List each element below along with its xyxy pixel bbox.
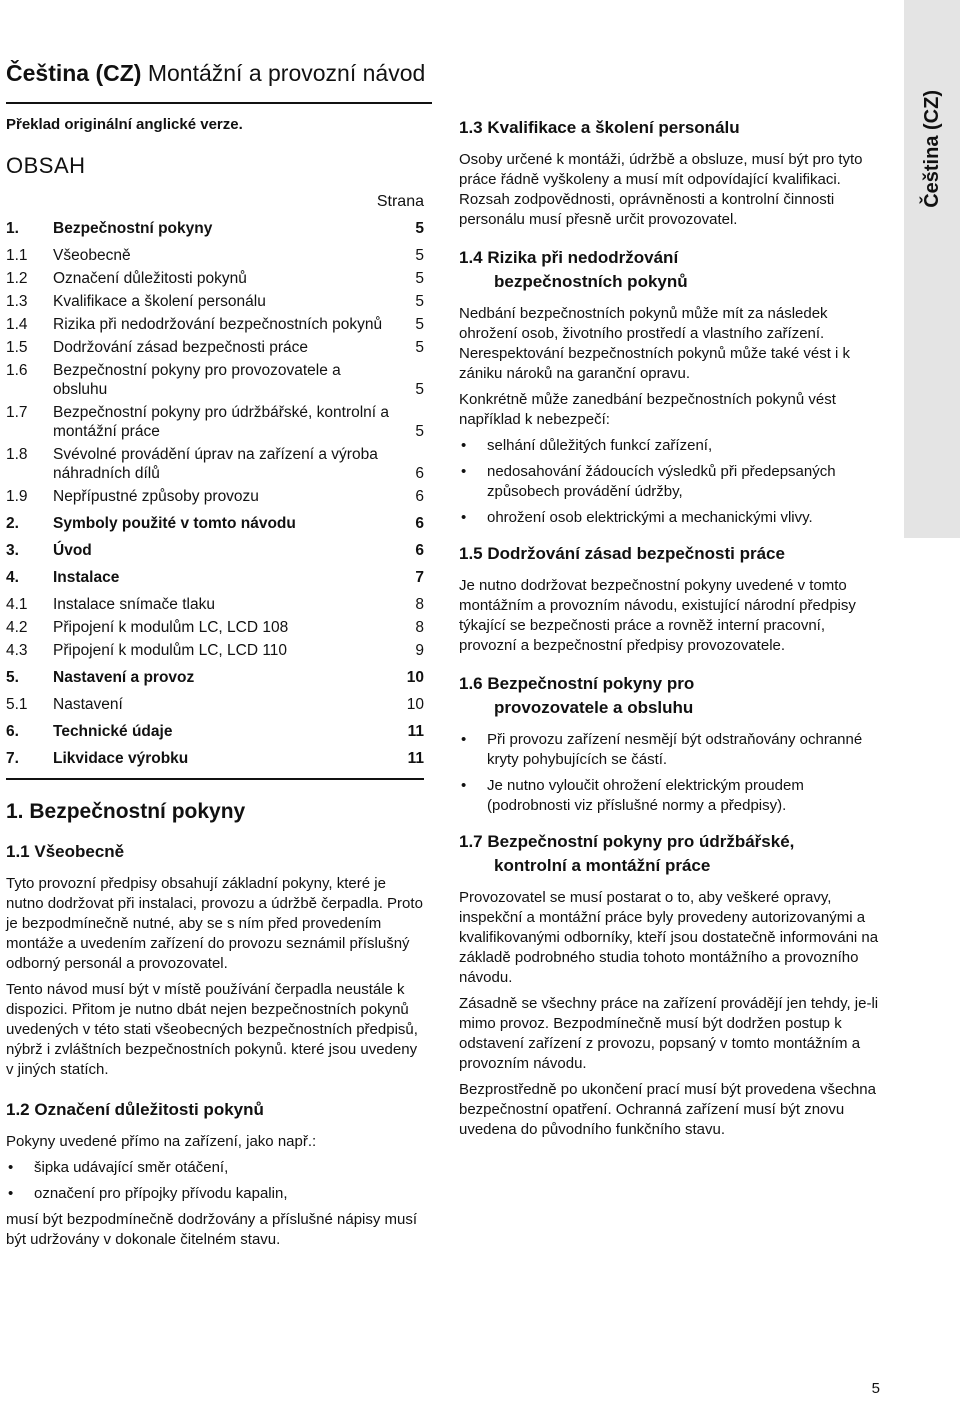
section-1-4-paragraph-2: Konkrétně může zanedbání bezpečnostních pokynů vést například k nebezpečí: bbox=[459, 391, 836, 428]
toc-number: 5. bbox=[6, 669, 19, 686]
section-1-5-paragraph: Je nutno dodržovat bezpečnostní pokyny uvedené v tomto montážním a provozním návodu, existující národní předpisy týkající se bezpečnosti práce a rovněž interní pracovní, provozní a bezpečnostní předpisy provozovatele. bbox=[459, 577, 856, 654]
toc-page-number: 6 bbox=[415, 515, 424, 532]
toc-title: Všeobecně bbox=[53, 247, 131, 264]
toc-number: 4.1 bbox=[6, 596, 28, 613]
list-item: • šipka udávající směr otáčení, bbox=[8, 1159, 229, 1176]
toc-title: Instalace bbox=[53, 569, 120, 586]
toc-number: 1.9 bbox=[6, 488, 28, 505]
manual-title: Montážní a provozní návod bbox=[141, 60, 426, 86]
section-1-1-title: 1.1 Všeobecně bbox=[6, 842, 125, 861]
toc-number: 1. bbox=[6, 220, 19, 237]
bullet-icon: • bbox=[461, 463, 467, 480]
toc-page-number: 5 bbox=[415, 316, 424, 333]
toc-page-number: 10 bbox=[406, 669, 424, 686]
toc-page-number: 6 bbox=[415, 488, 424, 505]
toc-page-header: Strana bbox=[376, 193, 424, 210]
section-1-2-bullets bbox=[6, 1158, 424, 1204]
toc-title: Kvalifikace a školení personálu bbox=[53, 293, 266, 310]
section-1-7-paragraph-2: Zásadně se všechny práce na zařízení provádějí jen tehdy, je-li mimo provoz. Bezpodmínečně musí být dodržen postup k odstavení zařízení z provozu, popsaný v tomto montážním a provozním návodu. bbox=[459, 995, 879, 1072]
toc-number: 3. bbox=[6, 542, 19, 559]
toc-row bbox=[6, 361, 424, 399]
list-item: • selhání důležitých funkcí zařízení, bbox=[461, 437, 713, 454]
bullet-icon: • bbox=[8, 1159, 14, 1176]
toc-title: Bezpečnostní pokyny bbox=[53, 220, 213, 237]
toc-number: 7. bbox=[6, 750, 19, 767]
list-item: • ohrožení osob elektrickými a mechanickými vlivy. bbox=[461, 509, 813, 526]
toc-row bbox=[6, 445, 424, 483]
bullet-icon: • bbox=[461, 437, 467, 454]
toc-page-number: 5 bbox=[415, 339, 424, 356]
toc-title: Symboly použité v tomto návodu bbox=[53, 515, 296, 532]
title-rule bbox=[6, 102, 432, 104]
section-1-1-paragraph-1: Tyto provozní předpisy obsahují základní pokyny, které je nutno dodržovat při instalaci, provozu a údržbě čerpadla. Proto je bezpodmínečně nutné, aby se s ním před provedením montáže a uvedením zařízení do provozu seznámil příslušný odborný personál a provozovatel. bbox=[6, 875, 423, 972]
section-1-2-intro: Pokyny uvedené přímo na zařízení, jako např.: bbox=[6, 1133, 317, 1150]
list-item: • označení pro přípojky přívodu kapalin, bbox=[8, 1185, 288, 1202]
toc-number: 4.3 bbox=[6, 642, 28, 659]
section-1-3-paragraph: Osoby určené k montáži, údržbě a obsluze, musí být pro tyto práce řádně vyškoleny a musí mít odpovídající kvalifikaci. Rozsah zodpovědnosti, oprávněnosti a kontrolní činnosti personálu musí přesně určit provozovatel. bbox=[459, 151, 863, 228]
toc-number: 6. bbox=[6, 723, 19, 740]
section-1-7-paragraph-3: Bezprostředně po ukončení prací musí být provedena všechna bezpečnostní opatření. Ochranná zařízení musí být znovu uvedena do původního funkčního stavu. bbox=[459, 1081, 876, 1138]
toc-heading: OBSAH bbox=[6, 153, 86, 178]
bullet-icon: • bbox=[461, 777, 467, 794]
toc-title: Rizika při nedodržování bezpečnostních pokynů bbox=[53, 316, 383, 333]
toc-title: Připojení k modulům LC, LCD 108 bbox=[53, 619, 289, 636]
toc-title: Nastavení bbox=[53, 696, 123, 713]
page-title bbox=[6, 60, 425, 87]
toc-page-number: 5 bbox=[415, 293, 424, 310]
toc-row bbox=[6, 568, 424, 587]
toc-page-number: 10 bbox=[406, 696, 424, 713]
toc-page-number: 8 bbox=[415, 619, 424, 636]
section-1-title: 1. Bezpečnostní pokyny bbox=[6, 800, 246, 823]
toc-number: 1.7 bbox=[6, 404, 28, 421]
toc-row bbox=[6, 246, 424, 265]
toc-title: Označení důležitosti pokynů bbox=[53, 270, 247, 287]
page-number: 5 bbox=[871, 1380, 880, 1397]
toc-number: 1.4 bbox=[6, 316, 28, 333]
toc-page-number: 11 bbox=[407, 723, 424, 740]
toc-page-number: 5 bbox=[415, 423, 424, 440]
toc-number: 2. bbox=[6, 515, 19, 532]
section-1-4-bullets bbox=[459, 436, 879, 528]
toc-number: 1.1 bbox=[6, 247, 28, 264]
bullet-icon: • bbox=[461, 731, 467, 748]
bullet-icon: • bbox=[8, 1185, 14, 1202]
toc-row bbox=[6, 292, 424, 311]
list-item: • Při provozu zařízení nesmějí být odstraňovány ochranné kryty pohybujících se částí. bbox=[461, 731, 863, 768]
toc-number: 1.8 bbox=[6, 446, 28, 463]
toc-page-number: 6 bbox=[415, 542, 424, 559]
translation-note: Překlad originální anglické verze. bbox=[6, 116, 243, 133]
toc-row bbox=[6, 722, 424, 741]
toc-row bbox=[6, 695, 424, 714]
toc-title: Úvod bbox=[53, 542, 92, 559]
toc-title: Instalace snímače tlaku bbox=[53, 596, 215, 613]
section-1-3-title: 1.3 Kvalifikace a školení personálu bbox=[459, 118, 740, 137]
toc-page-number: 5 bbox=[415, 270, 424, 287]
toc-row bbox=[6, 749, 424, 768]
toc-row bbox=[6, 487, 424, 506]
bullet-icon: • bbox=[461, 509, 467, 526]
toc-page-number: 5 bbox=[415, 381, 424, 398]
toc-row bbox=[6, 315, 424, 334]
table-of-contents bbox=[6, 219, 424, 768]
toc-page-number: 5 bbox=[415, 247, 424, 264]
right-column bbox=[459, 116, 879, 1146]
section-1-1-paragraph-2: Tento návod musí být v místě používání čerpadla neustále k dispozici. Přitom je nutno dbát nejen bezpečnostních pokynů uvedených v této stati všeobecných bezpečnostních předpisů, nýbrž i zvláštních bezpečnostních pokynů. které jsou uvedeny v jiných statích. bbox=[6, 981, 418, 1078]
toc-title: Připojení k modulům LC, LCD 110 bbox=[53, 642, 288, 659]
toc-page-number: 8 bbox=[415, 596, 424, 613]
toc-number: 5.1 bbox=[6, 696, 28, 713]
toc-number: 1.3 bbox=[6, 293, 28, 310]
toc-page-number: 9 bbox=[415, 642, 424, 659]
toc-row bbox=[6, 641, 424, 660]
toc-number: 4.2 bbox=[6, 619, 28, 636]
list-item: • Je nutno vyloučit ohrožení elektrickým proudem (podrobnosti viz příslušné normy a předpisy). bbox=[461, 777, 804, 814]
toc-page-number: 7 bbox=[415, 569, 424, 586]
toc-title: Technické údaje bbox=[53, 723, 173, 740]
toc-title: Bezpečnostní pokyny pro provozovatele a obsluhu bbox=[53, 362, 341, 398]
toc-bottom-rule bbox=[6, 778, 424, 780]
toc-page-number: 5 bbox=[415, 220, 424, 237]
language-side-tab-label: Čeština (CZ) bbox=[920, 90, 943, 208]
toc-page-number: 11 bbox=[407, 750, 424, 767]
toc-row bbox=[6, 338, 424, 357]
toc-row bbox=[6, 219, 424, 238]
toc-title: Nepřípustné způsoby provozu bbox=[53, 488, 259, 505]
toc-row bbox=[6, 541, 424, 560]
section-1-6-title: 1.6 Bezpečnostní pokyny pro provozovatele a obsluhu bbox=[459, 674, 695, 717]
toc-title: Dodržování zásad bezpečnosti práce bbox=[53, 339, 309, 356]
toc-number: 1.6 bbox=[6, 362, 28, 379]
section-1-6-bullets bbox=[459, 730, 879, 816]
section-1-5-title: 1.5 Dodržování zásad bezpečnosti práce bbox=[459, 544, 785, 563]
toc-row bbox=[6, 514, 424, 533]
toc-row bbox=[6, 618, 424, 637]
toc-number: 1.2 bbox=[6, 270, 28, 287]
toc-number: 4. bbox=[6, 569, 19, 586]
toc-title: Nastavení a provoz bbox=[53, 669, 195, 686]
toc-number: 1.5 bbox=[6, 339, 28, 356]
toc-title: Bezpečnostní pokyny pro údržbářské, kontrolní a montážní práce bbox=[53, 404, 390, 440]
list-item: • nedosahování žádoucích výsledků při předepsaných způsobech provádění údržby, bbox=[461, 463, 836, 500]
section-1-4-paragraph-1: Nedbání bezpečnostních pokynů může mít za následek ohrožení osob, životního prostředí a vlastního zařízení. Nerespektování bezpečnostních pokynů může také vést i k zániku nároků na garanční opravu. bbox=[459, 305, 851, 382]
section-1-2-title: 1.2 Označení důležitosti pokynů bbox=[6, 1100, 264, 1119]
language-label: Čeština (CZ) bbox=[6, 60, 142, 86]
toc-row bbox=[6, 403, 424, 441]
toc-title: Svévolné provádění úprav na zařízení a výroba náhradních dílů bbox=[53, 446, 378, 482]
section-1-2-after: musí být bezpodmínečně dodržovány a příslušné nápisy musí být udržovány v dokonale čitelném stavu. bbox=[6, 1211, 418, 1248]
toc-row bbox=[6, 595, 424, 614]
section-1-4-title: 1.4 Rizika při nedodržování bezpečnostních pokynů bbox=[459, 248, 688, 291]
section-1-7-title: 1.7 Bezpečnostní pokyny pro údržbářské, kontrolní a montážní práce bbox=[459, 832, 795, 875]
toc-title: Likvidace výrobku bbox=[53, 750, 189, 767]
toc-page-number: 6 bbox=[415, 465, 424, 482]
toc-row bbox=[6, 668, 424, 687]
section-1-7-paragraph-1: Provozovatel se musí postarat o to, aby veškeré opravy, inspekční a montážní práce byly provedeny autorizovanými a kvalifikovanými odborníky, kteří jsou dostatečně informováni na základě podrobného studia tohoto montážního a provozního návodu. bbox=[459, 889, 879, 986]
toc-row bbox=[6, 269, 424, 288]
left-column bbox=[6, 116, 424, 1256]
